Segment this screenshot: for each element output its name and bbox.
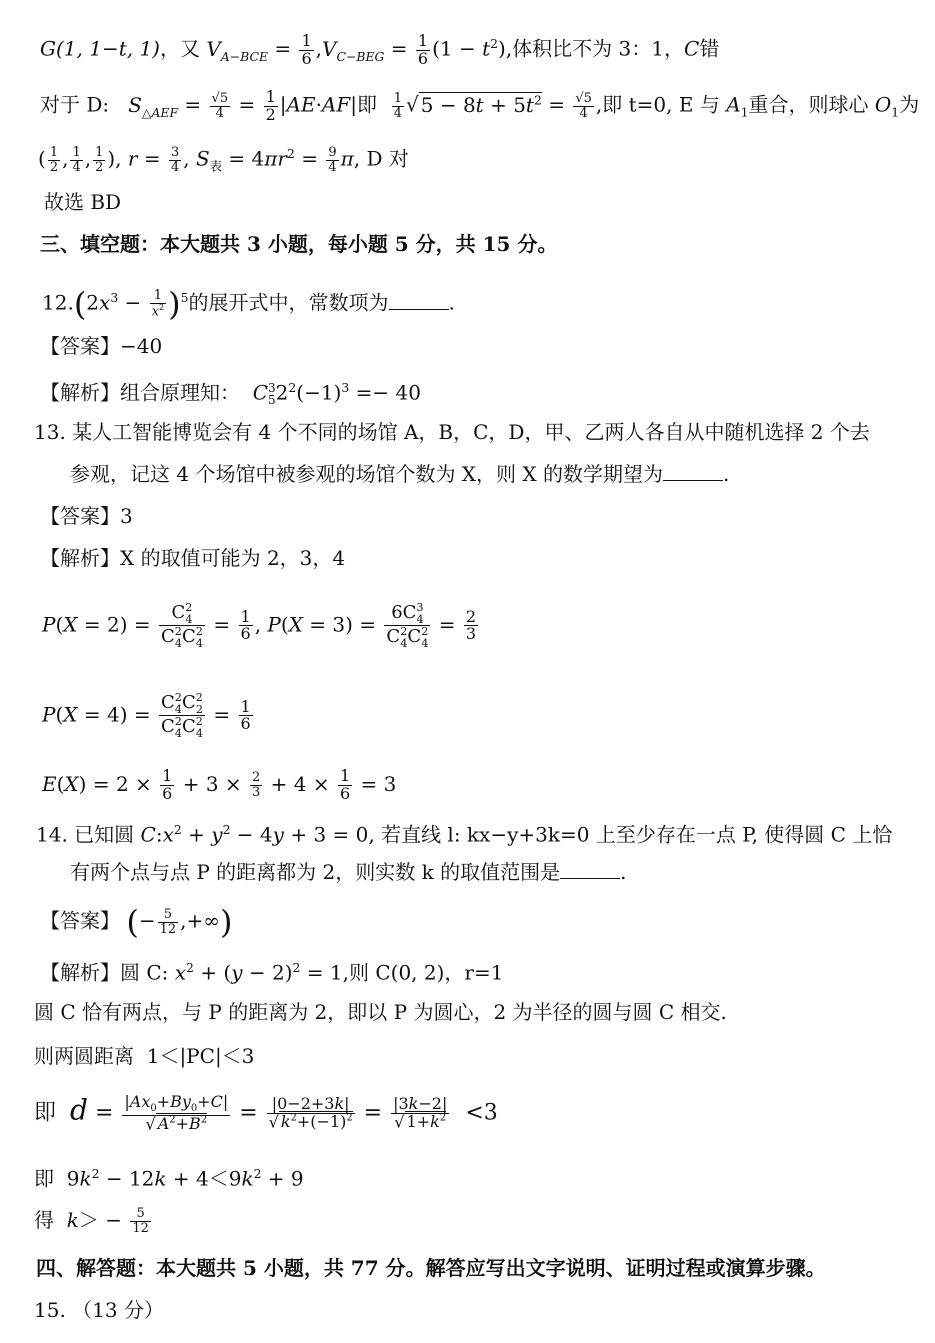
text: 【解析】	[40, 546, 120, 570]
text: 有两个点与点 P 的距离都为 2，则实数 k 的取值范围是	[70, 860, 561, 884]
text: 【解析】	[40, 960, 120, 985]
q14-explain-2	[34, 1042, 254, 1070]
q14-result: 得 k＞ − $\frac{5}{12}$	[34, 1206, 149, 1236]
text: 得	[34, 1208, 54, 1232]
text: 即 t=0, E 与	[602, 92, 720, 117]
line-option-d: 对于 D: $S_{\triangle AEF}$ = $\frac{√5}{4}$ = $\frac{1}{2}$ |AE·AF|即 $\frac{1}{4}$ √ $5 - 8t + 5t^2$ = $\frac{√5}{4}$ ,即 t=0, E 与 $A_1$重合，则球心 $O_1$为	[40, 86, 920, 124]
text: 1＜|PC|＜3	[146, 1044, 255, 1068]
text: ,则 C(0, 2)，r=1	[342, 960, 504, 985]
choose-answer: 故选 BD	[44, 190, 122, 214]
text: 【答案】	[40, 334, 120, 358]
text: 3	[120, 504, 133, 528]
q12-solution: 【解析】组合原理知： C 3 5 $2^2(-1)^3 =- 40$	[40, 380, 421, 408]
text: 12.	[42, 290, 74, 315]
q14-explain-1: 圆 C 恰有两点，与 P 的距离为 2，即以 P 为圆心，2 为半径的圆与圆 C 相交.	[34, 1000, 727, 1024]
q12-answer	[40, 332, 162, 360]
text: 即	[34, 1100, 57, 1126]
text: 重合，则球心	[748, 92, 869, 117]
q14-solution: 【解析】圆 C: $x^2 + (y - 2)^2 = 1$,则 C(0, 2)，r=1	[40, 960, 504, 985]
text: 体积比不为 3：1，	[512, 36, 684, 61]
text: −40	[120, 334, 163, 358]
text: 参观，记这 4 个场馆中被参观的场馆个数为 X，则 X 的数学期望为	[70, 462, 663, 486]
q13-solution	[40, 544, 345, 572]
text: ，又	[159, 36, 200, 61]
formula-px4: P(X = 4) = $\frac{C^2_4C^2_2}{C^2_4C^2_4}$ = $\frac{1}{6}$	[42, 691, 251, 740]
formula-px2-px3: P(X = 2) = $\frac{C^2_4}{C^2_4C^2_4}$ = $\frac{1}{6}$ , P(X = 3) = $\frac{6C^3_4}{C^2_4C^2_4}$ = $\frac{2}{3}$	[42, 601, 477, 650]
text: G(1, 1−t, 1)	[40, 36, 160, 61]
text: 的展开式中，常数项为	[188, 290, 389, 315]
question-14-line1: 14. 已知圆 $C:x^2 + y^2 - 4y + 3 = 0$, 若直线 l: kx−y+3k=0 上至少存在一点 P, 使得圆 C 上恰	[36, 822, 893, 847]
line-sphere: ( $\frac{1}{2}$ , $\frac{1}{4}$ , $\frac{1}{2}$ ), r = $\frac{3}{4}$ , $S_表 = 4\pi r^2$ = $\frac{9}{4}$ π, D 对	[38, 145, 409, 175]
text: 【答案】	[40, 504, 120, 528]
text: 圆 C:	[120, 960, 169, 985]
question-14-line2	[70, 858, 626, 886]
text: C	[684, 36, 700, 61]
text: D 对	[366, 146, 409, 171]
q14-inequality: 即 $9k^2 - 12k + 4<9k^2 + 9$	[34, 1166, 304, 1191]
text: 则两圆距离	[34, 1044, 134, 1068]
q14-answer: 【答案】 (− $\frac{5}{12}$ ,+∞)	[40, 903, 233, 941]
line-g-volume: G(1, 1−t, 1)，又 $V_{A-BCE}$ = $\frac{1}{6}$ $,V_{C-BEG}$ = $\frac{1}{6}$ $(1 - t^2)$,体积比不为 3：1，C错	[40, 30, 720, 68]
text: 【答案】	[40, 908, 120, 933]
section-4-heading: 四、解答题：本大题共 5 小题，共 77 分。解答应写出文字说明、证明过程或演算步骤。	[36, 1256, 826, 1280]
text: 14. 已知圆	[36, 822, 135, 847]
text: 错	[699, 36, 720, 61]
text: 即	[357, 92, 377, 117]
question-13-line2	[70, 460, 729, 488]
q14-distance-formula: 即 d = $\frac{|Ax_0+By_0+C|}{√ A^2+B^2}$ = $\frac{|0-2+3k|}{√ k^2+(-1)^2}$ = $\frac{|3k-2|}{√ 1+k^2}$ <3	[34, 1092, 498, 1133]
text: 组合原理知：	[120, 380, 240, 405]
text: 即	[34, 1166, 54, 1191]
question-15: 15. （13 分）	[34, 1298, 164, 1322]
text: 【解析】	[40, 380, 120, 405]
text: 对于 D:	[40, 92, 110, 117]
q13-answer	[40, 502, 133, 530]
text: 若直线 l: kx−y+3k=0 上至少存在一点 P, 使得圆 C 上恰	[381, 822, 893, 847]
text: .	[723, 462, 730, 486]
text: .	[620, 860, 627, 884]
formula-expectation: E(X) = 2 × $\frac{1}{6}$ + 3 × $\frac{2}{3}$ + 4 × $\frac{1}{6}$ = 3	[42, 766, 397, 803]
text: .	[448, 290, 455, 315]
question-12: $12.(2x^3$ − $\frac{1}{x^2}$ )$^5$的展开式中，常数项为 .	[42, 285, 455, 324]
section-3-heading: 三、填空题：本大题共 3 小题，每小题 5 分，共 15 分。	[40, 232, 558, 256]
text: 为	[899, 92, 920, 117]
text: X 的取值可能为 2，3，4	[120, 546, 346, 570]
question-13-line1: 13. 某人工智能博览会有 4 个不同的场馆 A，B，C，D，甲、乙两人各自从中随机选择 2 个去	[34, 420, 870, 444]
